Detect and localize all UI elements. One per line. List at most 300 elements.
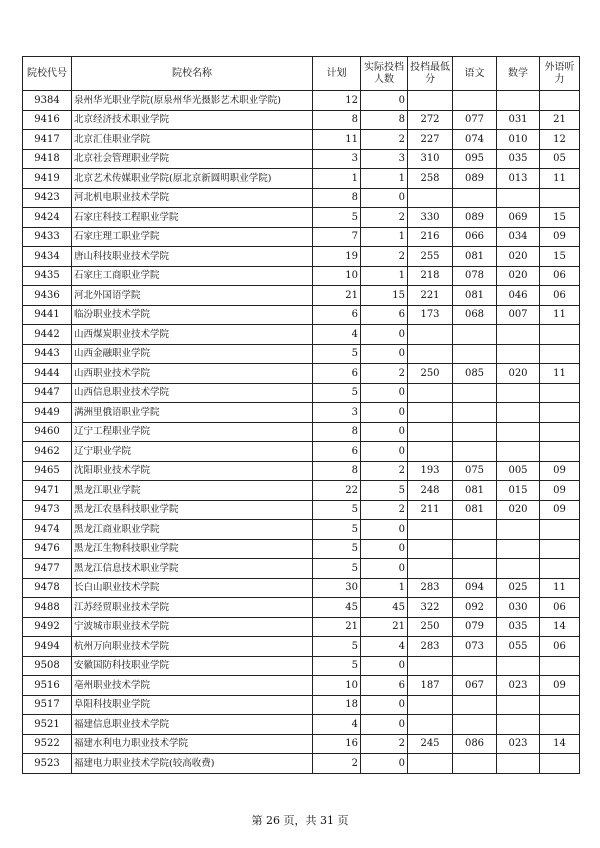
- cell-plan: 18: [313, 695, 361, 715]
- cell-listening: 09: [540, 500, 580, 520]
- cell-name: 杭州万向职业技术学院: [72, 637, 313, 657]
- cell-math: [497, 539, 540, 559]
- cell-name: 临汾职业技术学院: [72, 305, 313, 325]
- table-row: [23, 169, 580, 189]
- cell-chinese: 092: [453, 598, 497, 618]
- table-row: [23, 656, 580, 676]
- cell-actual: 0: [361, 442, 408, 462]
- cell-name: 石家庄工商职业学院: [72, 266, 313, 286]
- cell-listening: [540, 422, 580, 442]
- cell-code: 9424: [23, 208, 72, 228]
- cell-listening: 12: [540, 130, 580, 150]
- cell-plan: 6: [313, 305, 361, 325]
- cell-listening: 05: [540, 149, 580, 169]
- cell-plan: 21: [313, 286, 361, 306]
- cell-plan: 5: [313, 208, 361, 228]
- cell-math: 020: [497, 247, 540, 267]
- header-chinese: 语文: [453, 57, 497, 91]
- cell-chinese: [453, 325, 497, 345]
- cell-actual: 3: [361, 149, 408, 169]
- cell-chinese: [453, 91, 497, 111]
- cell-listening: [540, 754, 580, 774]
- cell-listening: 14: [540, 734, 580, 754]
- cell-actual: 0: [361, 344, 408, 364]
- cell-min-score: 322: [408, 598, 453, 618]
- cell-chinese: [453, 422, 497, 442]
- cell-code: 9423: [23, 188, 72, 208]
- cell-code: 9465: [23, 461, 72, 481]
- cell-math: 007: [497, 305, 540, 325]
- cell-code: 9419: [23, 169, 72, 189]
- cell-chinese: 089: [453, 208, 497, 228]
- cell-listening: [540, 188, 580, 208]
- cell-min-score: 245: [408, 734, 453, 754]
- cell-math: 015: [497, 481, 540, 501]
- cell-name: 北京社会管理职业学院: [72, 149, 313, 169]
- admissions-table: [22, 56, 580, 774]
- cell-math: [497, 520, 540, 540]
- cell-min-score: 272: [408, 110, 453, 130]
- cell-chinese: 086: [453, 734, 497, 754]
- cell-code: 9417: [23, 130, 72, 150]
- cell-chinese: 085: [453, 364, 497, 384]
- cell-name: 黑龙江职业学院: [72, 481, 313, 501]
- cell-code: 9435: [23, 266, 72, 286]
- table-row: [23, 208, 580, 228]
- cell-chinese: 077: [453, 110, 497, 130]
- table-row: [23, 637, 580, 657]
- cell-plan: 5: [313, 559, 361, 579]
- cell-plan: 2: [313, 754, 361, 774]
- cell-listening: 06: [540, 266, 580, 286]
- cell-actual: 6: [361, 305, 408, 325]
- cell-listening: [540, 91, 580, 111]
- table-row: [23, 188, 580, 208]
- cell-math: [497, 422, 540, 442]
- cell-chinese: 074: [453, 130, 497, 150]
- cell-plan: 12: [313, 91, 361, 111]
- table-row: [23, 403, 580, 423]
- cell-listening: 06: [540, 637, 580, 657]
- table-row: [23, 110, 580, 130]
- table-row: [23, 266, 580, 286]
- cell-actual: 2: [361, 364, 408, 384]
- cell-code: 9441: [23, 305, 72, 325]
- table-row: [23, 734, 580, 754]
- cell-listening: [540, 325, 580, 345]
- cell-min-score: [408, 403, 453, 423]
- cell-actual: 8: [361, 110, 408, 130]
- cell-chinese: [453, 403, 497, 423]
- cell-listening: [540, 539, 580, 559]
- cell-math: 031: [497, 110, 540, 130]
- cell-code: 9474: [23, 520, 72, 540]
- table-row: [23, 715, 580, 735]
- cell-actual: 21: [361, 617, 408, 637]
- cell-listening: 09: [540, 676, 580, 696]
- cell-actual: 0: [361, 559, 408, 579]
- cell-name: 江苏经贸职业技术学院: [72, 598, 313, 618]
- cell-math: [497, 715, 540, 735]
- cell-code: 9462: [23, 442, 72, 462]
- cell-name: 满洲里俄语职业学院: [72, 403, 313, 423]
- cell-min-score: 283: [408, 637, 453, 657]
- cell-plan: 10: [313, 676, 361, 696]
- cell-math: 030: [497, 598, 540, 618]
- cell-min-score: 310: [408, 149, 453, 169]
- cell-listening: [540, 656, 580, 676]
- cell-min-score: 330: [408, 208, 453, 228]
- cell-chinese: 094: [453, 578, 497, 598]
- cell-math: [497, 403, 540, 423]
- cell-math: 069: [497, 208, 540, 228]
- cell-math: 020: [497, 500, 540, 520]
- cell-chinese: 095: [453, 149, 497, 169]
- cell-code: 9416: [23, 110, 72, 130]
- table-row: [23, 286, 580, 306]
- cell-min-score: [408, 422, 453, 442]
- cell-chinese: [453, 715, 497, 735]
- table-row: [23, 149, 580, 169]
- cell-math: [497, 559, 540, 579]
- cell-min-score: 211: [408, 500, 453, 520]
- cell-code: 9449: [23, 403, 72, 423]
- cell-listening: [540, 715, 580, 735]
- cell-name: 福建电力职业技术学院(较高收费): [72, 754, 313, 774]
- cell-chinese: [453, 754, 497, 774]
- cell-chinese: [453, 442, 497, 462]
- cell-name: 唐山科技职业技术学院: [72, 247, 313, 267]
- cell-math: 010: [497, 130, 540, 150]
- cell-listening: 09: [540, 461, 580, 481]
- cell-plan: 5: [313, 656, 361, 676]
- cell-plan: 5: [313, 500, 361, 520]
- cell-listening: 11: [540, 578, 580, 598]
- cell-listening: 09: [540, 481, 580, 501]
- header-min-score: 投档最低分: [408, 57, 453, 91]
- cell-listening: 06: [540, 286, 580, 306]
- cell-actual: 4: [361, 637, 408, 657]
- cell-name: 黑龙江信息技术职业学院: [72, 559, 313, 579]
- cell-code: 9444: [23, 364, 72, 384]
- cell-name: 安徽国防科技职业学院: [72, 656, 313, 676]
- cell-actual: 0: [361, 656, 408, 676]
- table-row: [23, 305, 580, 325]
- cell-code: 9443: [23, 344, 72, 364]
- cell-name: 福建水利电力职业技术学院: [72, 734, 313, 754]
- cell-chinese: [453, 344, 497, 364]
- cell-listening: 09: [540, 227, 580, 247]
- cell-math: [497, 325, 540, 345]
- cell-plan: 4: [313, 325, 361, 345]
- cell-min-score: [408, 559, 453, 579]
- cell-name: 黑龙江商业职业学院: [72, 520, 313, 540]
- cell-actual: 2: [361, 247, 408, 267]
- cell-plan: 8: [313, 188, 361, 208]
- cell-min-score: 221: [408, 286, 453, 306]
- cell-chinese: [453, 695, 497, 715]
- cell-chinese: [453, 383, 497, 403]
- cell-code: 9478: [23, 578, 72, 598]
- cell-code: 9523: [23, 754, 72, 774]
- cell-plan: 5: [313, 637, 361, 657]
- table-row: [23, 598, 580, 618]
- cell-code: 9517: [23, 695, 72, 715]
- table-row: [23, 344, 580, 364]
- cell-code: 9521: [23, 715, 72, 735]
- cell-plan: 8: [313, 461, 361, 481]
- cell-math: 023: [497, 676, 540, 696]
- cell-code: 9488: [23, 598, 72, 618]
- cell-code: 9473: [23, 500, 72, 520]
- cell-actual: 15: [361, 286, 408, 306]
- cell-chinese: 073: [453, 637, 497, 657]
- cell-min-score: 216: [408, 227, 453, 247]
- cell-chinese: [453, 539, 497, 559]
- cell-actual: 0: [361, 91, 408, 111]
- cell-math: [497, 383, 540, 403]
- cell-actual: 0: [361, 715, 408, 735]
- cell-math: [497, 188, 540, 208]
- cell-math: [497, 656, 540, 676]
- cell-math: 013: [497, 169, 540, 189]
- table-row: [23, 383, 580, 403]
- table-row: [23, 695, 580, 715]
- cell-listening: [540, 403, 580, 423]
- cell-actual: 5: [361, 481, 408, 501]
- cell-chinese: 075: [453, 461, 497, 481]
- cell-name: 黑龙江农垦科技职业学院: [72, 500, 313, 520]
- cell-code: 9477: [23, 559, 72, 579]
- cell-listening: [540, 559, 580, 579]
- cell-actual: 2: [361, 734, 408, 754]
- cell-actual: 0: [361, 325, 408, 345]
- cell-actual: 0: [361, 539, 408, 559]
- cell-name: 泉州华光职业学院(原泉州华光摄影艺术职业学院): [72, 91, 313, 111]
- cell-name: 河北机电职业技术学院: [72, 188, 313, 208]
- cell-actual: 1: [361, 227, 408, 247]
- cell-plan: 5: [313, 520, 361, 540]
- cell-plan: 45: [313, 598, 361, 618]
- cell-min-score: [408, 754, 453, 774]
- cell-plan: 5: [313, 539, 361, 559]
- cell-listening: 06: [540, 598, 580, 618]
- cell-min-score: [408, 383, 453, 403]
- cell-math: [497, 754, 540, 774]
- cell-plan: 6: [313, 364, 361, 384]
- cell-plan: 16: [313, 734, 361, 754]
- cell-name: 阜阳科技职业学院: [72, 695, 313, 715]
- cell-actual: 1: [361, 169, 408, 189]
- cell-name: 北京经济技术职业学院: [72, 110, 313, 130]
- cell-name: 山西职业技术学院: [72, 364, 313, 384]
- header-name: 院校名称: [72, 57, 313, 91]
- cell-actual: 2: [361, 500, 408, 520]
- cell-plan: 3: [313, 403, 361, 423]
- cell-min-score: 250: [408, 364, 453, 384]
- table-row: [23, 91, 580, 111]
- cell-min-score: 248: [408, 481, 453, 501]
- cell-plan: 30: [313, 578, 361, 598]
- table-row: [23, 227, 580, 247]
- cell-min-score: [408, 344, 453, 364]
- cell-plan: 11: [313, 130, 361, 150]
- cell-actual: 2: [361, 461, 408, 481]
- cell-plan: 4: [313, 715, 361, 735]
- table-row: [23, 754, 580, 774]
- header-plan: 计划: [313, 57, 361, 91]
- cell-actual: 0: [361, 695, 408, 715]
- cell-chinese: 067: [453, 676, 497, 696]
- cell-chinese: 081: [453, 286, 497, 306]
- cell-min-score: 193: [408, 461, 453, 481]
- table-row: [23, 578, 580, 598]
- cell-name: 石家庄科技工程职业学院: [72, 208, 313, 228]
- cell-math: 035: [497, 149, 540, 169]
- table-row: [23, 247, 580, 267]
- cell-listening: 11: [540, 364, 580, 384]
- cell-name: 黑龙江生物科技职业学院: [72, 539, 313, 559]
- cell-min-score: 173: [408, 305, 453, 325]
- cell-plan: 1: [313, 169, 361, 189]
- cell-min-score: [408, 520, 453, 540]
- cell-min-score: [408, 656, 453, 676]
- cell-math: 023: [497, 734, 540, 754]
- cell-min-score: 283: [408, 578, 453, 598]
- cell-code: 9494: [23, 637, 72, 657]
- cell-code: 9476: [23, 539, 72, 559]
- cell-plan: 7: [313, 227, 361, 247]
- cell-chinese: [453, 520, 497, 540]
- table-row: [23, 676, 580, 696]
- cell-actual: 0: [361, 188, 408, 208]
- cell-listening: 21: [540, 110, 580, 130]
- cell-name: 辽宁工程职业学院: [72, 422, 313, 442]
- cell-math: 046: [497, 286, 540, 306]
- cell-code: 9384: [23, 91, 72, 111]
- cell-code: 9436: [23, 286, 72, 306]
- cell-min-score: [408, 539, 453, 559]
- cell-math: 005: [497, 461, 540, 481]
- table-row: [23, 520, 580, 540]
- table-row: [23, 559, 580, 579]
- cell-plan: 19: [313, 247, 361, 267]
- cell-math: 020: [497, 266, 540, 286]
- cell-code: 9522: [23, 734, 72, 754]
- table-row: [23, 481, 580, 501]
- cell-math: 034: [497, 227, 540, 247]
- cell-chinese: [453, 188, 497, 208]
- cell-min-score: [408, 91, 453, 111]
- cell-name: 山西信息职业技术学院: [72, 383, 313, 403]
- cell-math: 020: [497, 364, 540, 384]
- cell-listening: 15: [540, 208, 580, 228]
- cell-listening: [540, 442, 580, 462]
- cell-chinese: 081: [453, 247, 497, 267]
- cell-name: 河北外国语学院: [72, 286, 313, 306]
- cell-math: [497, 442, 540, 462]
- cell-code: 9447: [23, 383, 72, 403]
- cell-listening: 14: [540, 617, 580, 637]
- cell-listening: 11: [540, 305, 580, 325]
- cell-actual: 0: [361, 383, 408, 403]
- cell-plan: 10: [313, 266, 361, 286]
- cell-actual: 0: [361, 403, 408, 423]
- cell-chinese: 079: [453, 617, 497, 637]
- cell-actual: 6: [361, 676, 408, 696]
- cell-listening: 11: [540, 169, 580, 189]
- cell-name: 长白山职业技术学院: [72, 578, 313, 598]
- header-row: [23, 57, 580, 91]
- cell-code: 9433: [23, 227, 72, 247]
- cell-chinese: 081: [453, 500, 497, 520]
- cell-min-score: 258: [408, 169, 453, 189]
- cell-min-score: 255: [408, 247, 453, 267]
- cell-code: 9434: [23, 247, 72, 267]
- cell-actual: 0: [361, 520, 408, 540]
- cell-listening: 15: [540, 247, 580, 267]
- table-row: [23, 325, 580, 345]
- cell-min-score: [408, 188, 453, 208]
- header-math: 数学: [497, 57, 540, 91]
- cell-listening: [540, 383, 580, 403]
- cell-plan: 6: [313, 442, 361, 462]
- cell-plan: 5: [313, 344, 361, 364]
- cell-actual: 45: [361, 598, 408, 618]
- table-row: [23, 617, 580, 637]
- cell-min-score: [408, 442, 453, 462]
- cell-code: 9516: [23, 676, 72, 696]
- cell-code: 9492: [23, 617, 72, 637]
- cell-math: 025: [497, 578, 540, 598]
- header-code: 院校代号: [23, 57, 72, 91]
- cell-actual: 1: [361, 266, 408, 286]
- cell-name: 福建信息职业技术学院: [72, 715, 313, 735]
- cell-listening: [540, 344, 580, 364]
- cell-name: 石家庄理工职业学院: [72, 227, 313, 247]
- cell-chinese: [453, 559, 497, 579]
- cell-name: 山西金融职业学院: [72, 344, 313, 364]
- table-row: [23, 442, 580, 462]
- cell-actual: 2: [361, 130, 408, 150]
- cell-plan: 8: [313, 110, 361, 130]
- cell-math: 035: [497, 617, 540, 637]
- cell-min-score: 187: [408, 676, 453, 696]
- cell-code: 9460: [23, 422, 72, 442]
- cell-listening: [540, 520, 580, 540]
- table-row: [23, 364, 580, 384]
- cell-min-score: 227: [408, 130, 453, 150]
- cell-plan: 8: [313, 422, 361, 442]
- cell-math: [497, 344, 540, 364]
- cell-actual: 1: [361, 578, 408, 598]
- cell-plan: 3: [313, 149, 361, 169]
- cell-min-score: [408, 325, 453, 345]
- cell-name: 北京艺术传媒职业学院(原北京新圆明职业学院): [72, 169, 313, 189]
- cell-chinese: 081: [453, 481, 497, 501]
- cell-name: 北京汇佳职业学院: [72, 130, 313, 150]
- table-row: [23, 130, 580, 150]
- cell-chinese: 068: [453, 305, 497, 325]
- cell-chinese: 066: [453, 227, 497, 247]
- cell-min-score: [408, 715, 453, 735]
- cell-code: 9418: [23, 149, 72, 169]
- cell-math: 055: [497, 637, 540, 657]
- page-footer: 第 26 页，共 31 页: [251, 814, 349, 827]
- cell-plan: 21: [313, 617, 361, 637]
- cell-chinese: 078: [453, 266, 497, 286]
- cell-name: 沈阳职业技术学院: [72, 461, 313, 481]
